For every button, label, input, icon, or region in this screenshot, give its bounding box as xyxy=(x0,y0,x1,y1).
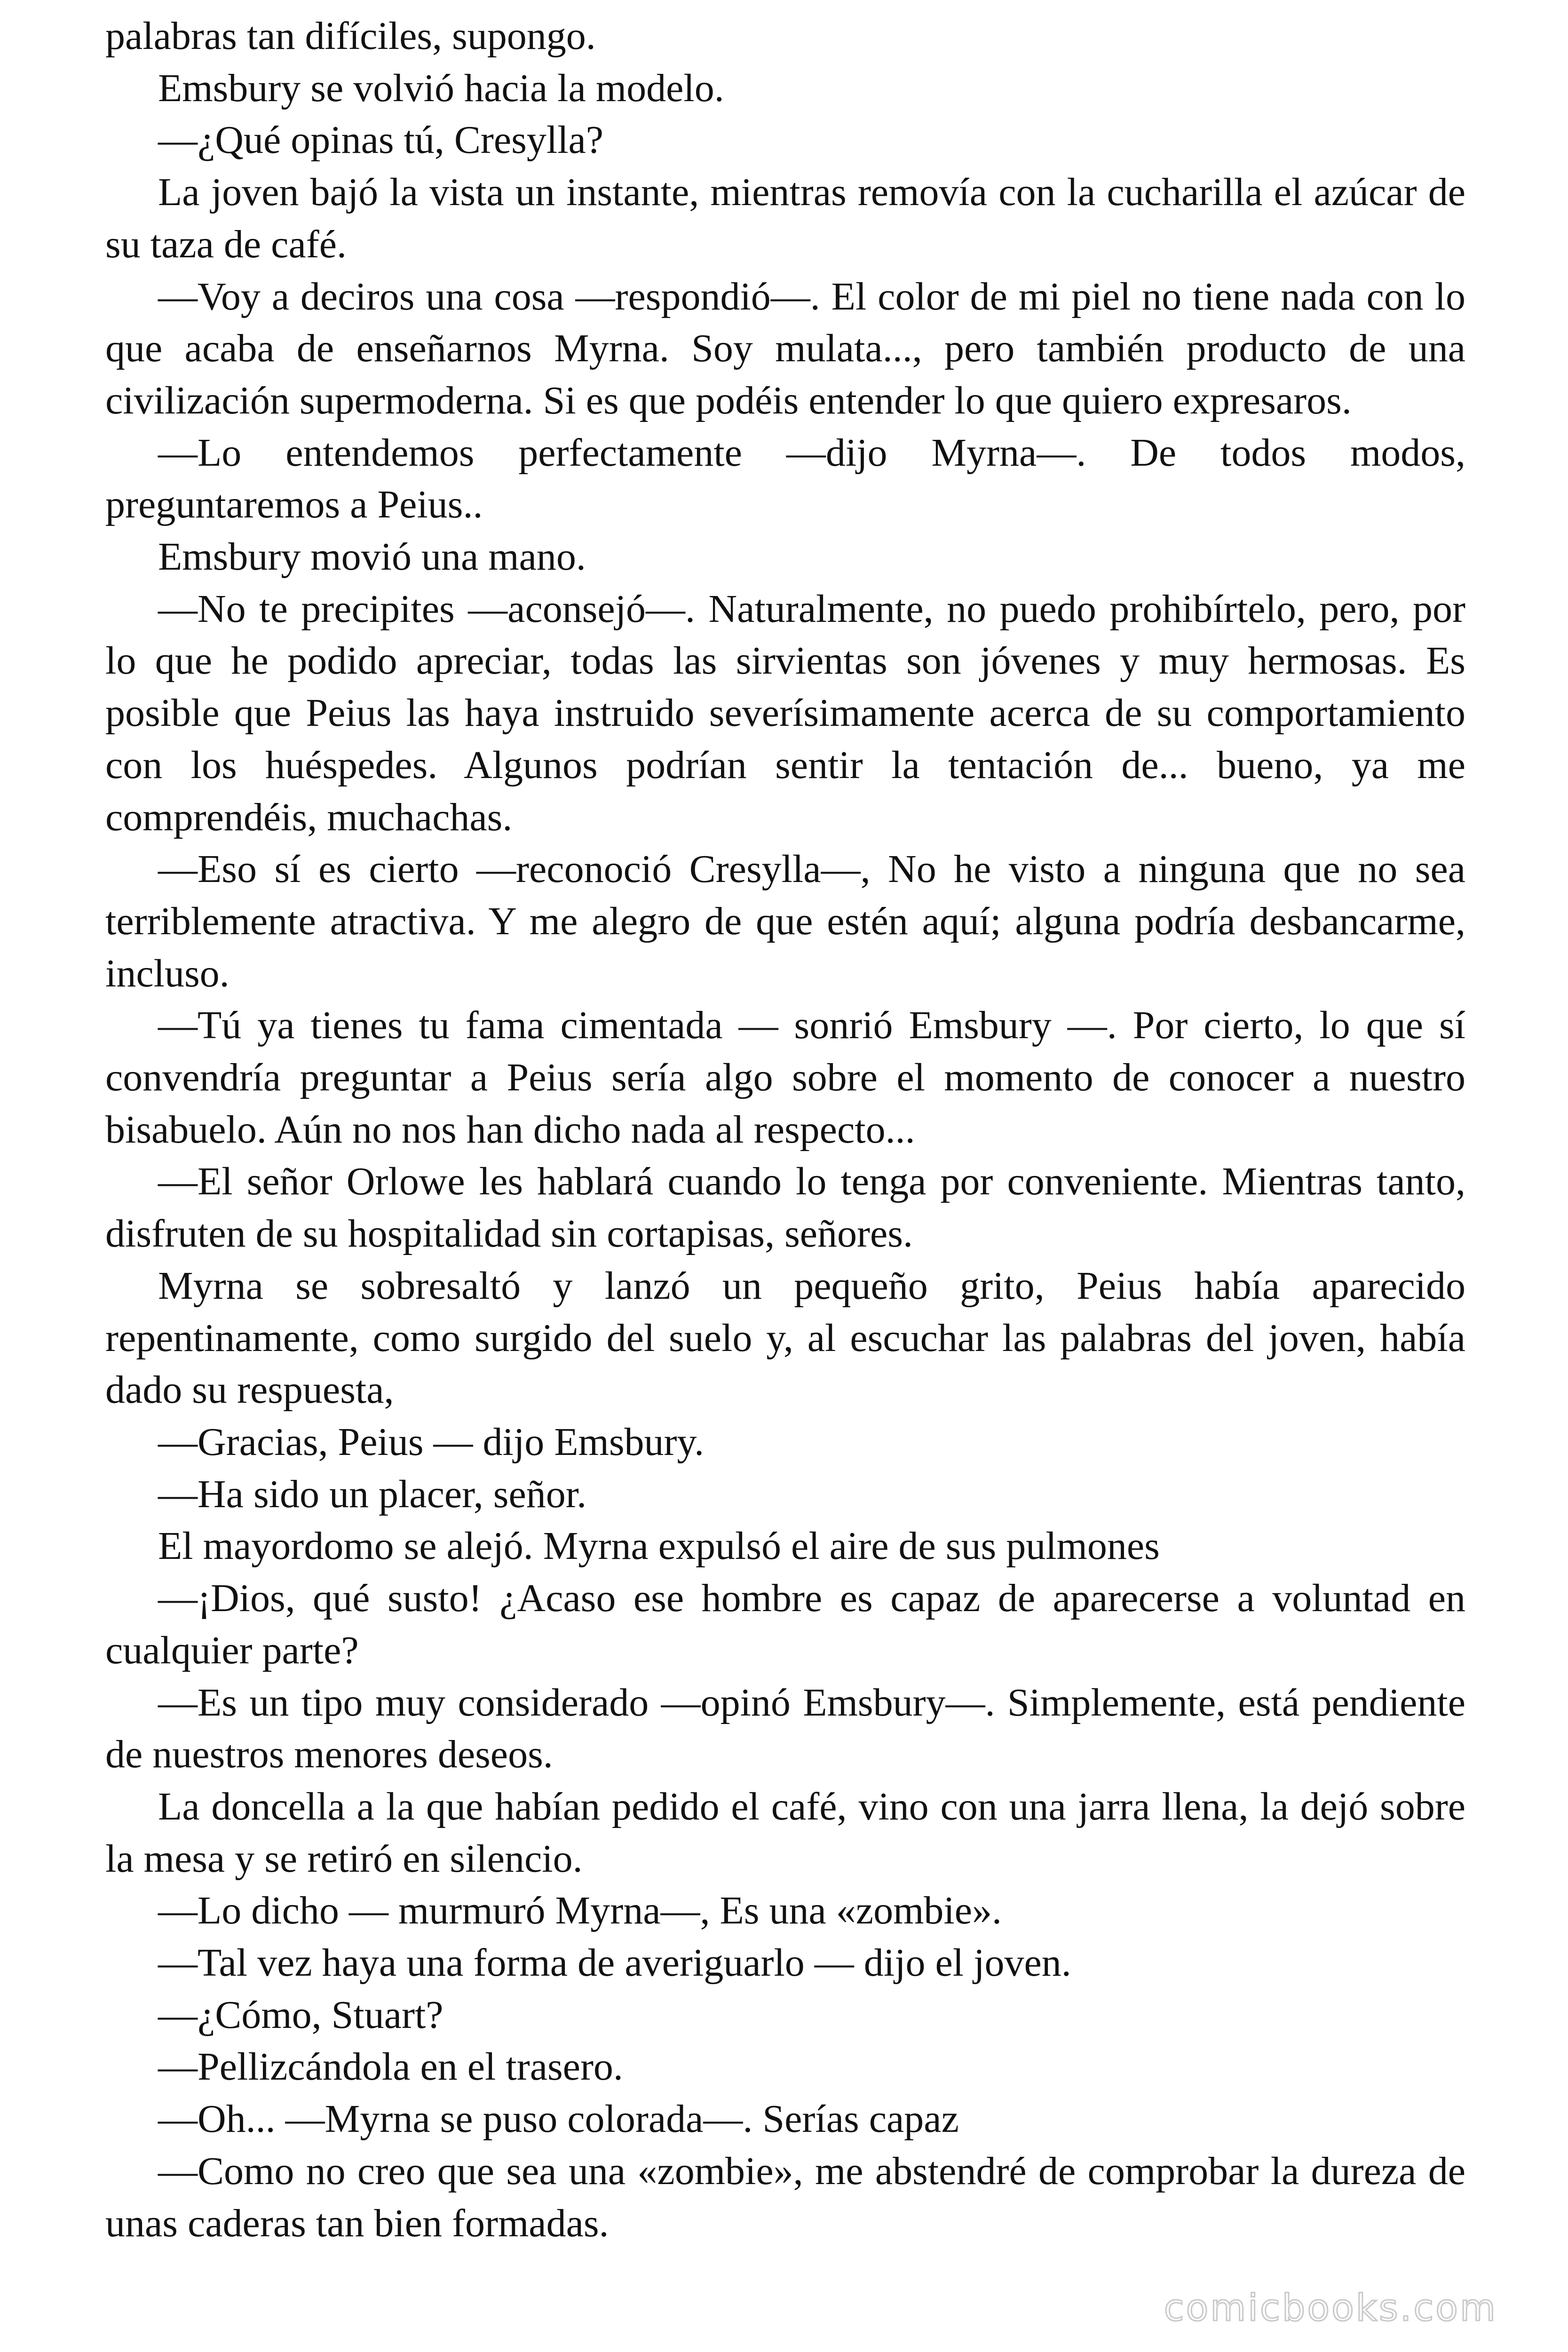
paragraph: —Gracias, Peius — dijo Emsbury. xyxy=(158,1420,705,1464)
paragraph: —No te precipites —aconsejó—. Naturalmente, no puedo prohibírtelo, pero, por lo que he podido apreciar, todas las sirvientas son jóvenes y muy hermosas. Es posible que Peius las haya instruido severísimamente acerca de su comportamiento con los huéspedes. Algunos podrían sentir la tentación de... bueno, ya me comprendéis, muchachas. xyxy=(105,587,1465,839)
paragraph: —¡Dios, qué susto! ¿Acaso ese hombre es capaz de aparecerse a voluntad en cualquier parte? xyxy=(105,1576,1465,1672)
paragraph: La doncella a la que habían pedido el café, vino con una jarra llena, la dejó sobre la mesa y se retiró en silencio. xyxy=(105,1784,1465,1881)
paragraph: —Pellizcándola en el trasero. xyxy=(158,2045,623,2089)
paragraph: —Voy a deciros una cosa —respondió—. El color de mi piel no tiene nada con lo que acaba de enseñarnos Myrna. Soy mulata..., pero también producto de una civilización supermoderna. Si es que podéis entender lo que quiero expresaros. xyxy=(105,274,1465,422)
paragraph: El mayordomo se alejó. Myrna expulsó el aire de sus pulmones xyxy=(158,1524,1160,1568)
paragraph: La joven bajó la vista un instante, mientras removía con la cucharilla el azúcar de su taza de café. xyxy=(105,170,1465,266)
paragraph: —Lo entendemos perfectamente —dijo Myrna—. De todos modos, preguntaremos a Peius.. xyxy=(105,430,1465,527)
body-text xyxy=(105,10,1465,2249)
paragraph: —Como no creo que sea una «zombie», me abstendré de comprobar la dureza de unas caderas tan bien formadas. xyxy=(105,2149,1465,2245)
paragraph: —Tú ya tienes tu fama cimentada — sonrió Emsbury —. Por cierto, lo que sí convendría preguntar a Peius sería algo sobre el momento de conocer a nuestro bisabuelo. Aún no nos han dicho nada al respecto... xyxy=(105,1003,1465,1152)
paragraph: Myrna se sobresaltó y lanzó un pequeño grito, Peius había aparecido repentinamente, como surgido del suelo y, al escuchar las palabras del joven, había dado su respuesta, xyxy=(105,1263,1465,1412)
paragraph: palabras tan difíciles, supongo. xyxy=(105,14,596,58)
paragraph: —Lo dicho — murmuró Myrna—, Es una «zombie». xyxy=(158,1889,1002,1933)
paragraph: —Eso sí es cierto —reconoció Cresylla—, No he visto a ninguna que no sea terriblemente atractiva. Y me alegro de que estén aquí; alguna podría desbancarme, incluso. xyxy=(105,847,1465,995)
paragraph: —El señor Orlowe les hablará cuando lo tenga por conveniente. Mientras tanto, disfruten de su hospitalidad sin cortapisas, señores. xyxy=(105,1160,1465,1256)
paragraph: —Es un tipo muy considerado —opinó Emsbury—. Simplemente, está pendiente de nuestros menores deseos. xyxy=(105,1680,1465,1777)
paragraph: —Ha sido un placer, señor. xyxy=(158,1472,587,1516)
paragraph: —¿Cómo, Stuart? xyxy=(158,1993,443,2037)
paragraph: Emsbury movió una mano. xyxy=(158,535,586,579)
paragraph: Emsbury se volvió hacia la modelo. xyxy=(158,66,724,110)
paragraph: —Tal vez haya una forma de averiguarlo — dijo el joven. xyxy=(158,1941,1071,1985)
watermark: comicbooks.com xyxy=(1164,2287,1497,2329)
paragraph: —¿Qué opinas tú, Cresylla? xyxy=(158,118,604,162)
paragraph: —Oh... —Myrna se puso colorada—. Serías capaz xyxy=(158,2097,959,2141)
